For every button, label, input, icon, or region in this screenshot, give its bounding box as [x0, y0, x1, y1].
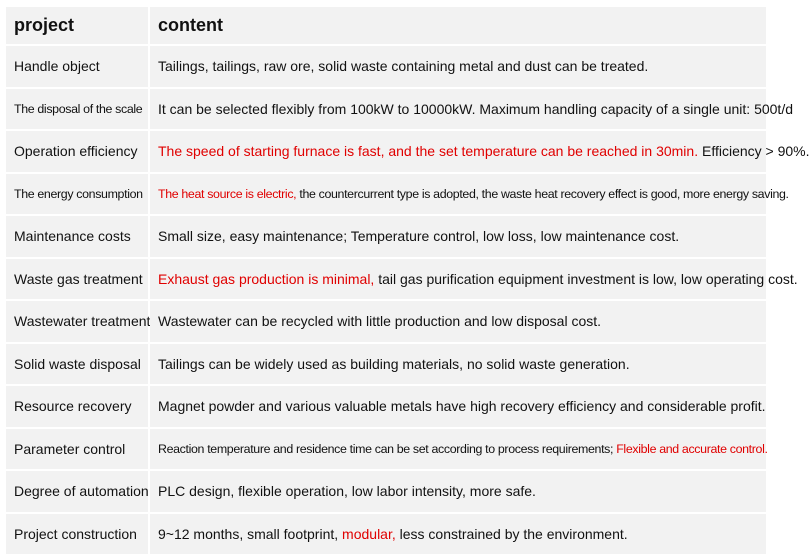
content-text: Magnet powder and various valuable metals have high recovery efficiency and considerable profit.	[158, 398, 766, 415]
row-content	[150, 471, 766, 512]
content-text: It can be selected flexibly from 100kW to 10000kW. Maximum handling capacity of a single unit: 500t/d	[158, 100, 793, 117]
header-project: project	[6, 7, 148, 44]
highlighted-text: The heat source is electric,	[158, 186, 297, 201]
content-text: Small size, easy maintenance; Temperature control, low loss, low maintenance cost.	[158, 228, 680, 245]
highlighted-text: The speed of starting furnace is fast, and the set temperature can be reached in 30min.	[158, 143, 699, 160]
content-text: Tailings, tailings, raw ore, solid waste containing metal and dust can be treated.	[158, 58, 649, 75]
highlighted-text: Exhaust gas production is minimal,	[158, 270, 375, 287]
row-content	[150, 429, 766, 470]
row-content	[150, 386, 766, 427]
row-content	[150, 259, 798, 300]
row-content	[150, 46, 766, 87]
row-content	[150, 344, 766, 385]
content-text: Reaction temperature and residence time can be set according to process requirements;	[158, 441, 614, 456]
content-text: the countercurrent type is adopted, the waste heat recovery effect is good, more energy saving.	[296, 186, 789, 201]
content-text: Tailings can be widely used as building materials, no solid waste generation.	[158, 355, 630, 372]
content-text: tail gas purification equipment investment is low, low operating cost.	[374, 270, 798, 287]
row-content	[150, 131, 810, 172]
content-text: Efficiency > 90%.	[698, 143, 810, 160]
content-text: 9~12 months, small footprint,	[158, 525, 339, 542]
row-project-label: The disposal of the scale	[6, 89, 148, 130]
row-project-label: Parameter control	[6, 429, 148, 470]
row-content	[150, 89, 793, 130]
content-text: PLC design, flexible operation, low labor intensity, more safe.	[158, 483, 536, 500]
row-project-label: Project construction	[6, 514, 148, 555]
row-project-label: Wastewater treatment	[6, 301, 148, 342]
row-project-label: Solid waste disposal	[6, 344, 148, 385]
highlighted-text: Flexible and accurate control.	[613, 441, 768, 456]
row-content	[150, 216, 766, 257]
highlighted-text: modular,	[338, 525, 396, 542]
comparison-table	[6, 7, 810, 554]
content-text: Wastewater can be recycled with little production and low disposal cost.	[158, 313, 602, 330]
row-project-label: Handle object	[6, 46, 148, 87]
row-project-label: The energy consumption	[6, 174, 148, 215]
row-content	[150, 174, 789, 215]
row-content	[150, 514, 766, 555]
row-project-label: Waste gas treatment	[6, 259, 148, 300]
content-text: less constrained by the environment.	[395, 525, 628, 542]
row-content	[150, 301, 766, 342]
row-project-label: Operation efficiency	[6, 131, 148, 172]
row-project-label: Resource recovery	[6, 386, 148, 427]
header-content: content	[150, 7, 766, 44]
row-project-label: Maintenance costs	[6, 216, 148, 257]
row-project-label: Degree of automation	[6, 471, 148, 512]
